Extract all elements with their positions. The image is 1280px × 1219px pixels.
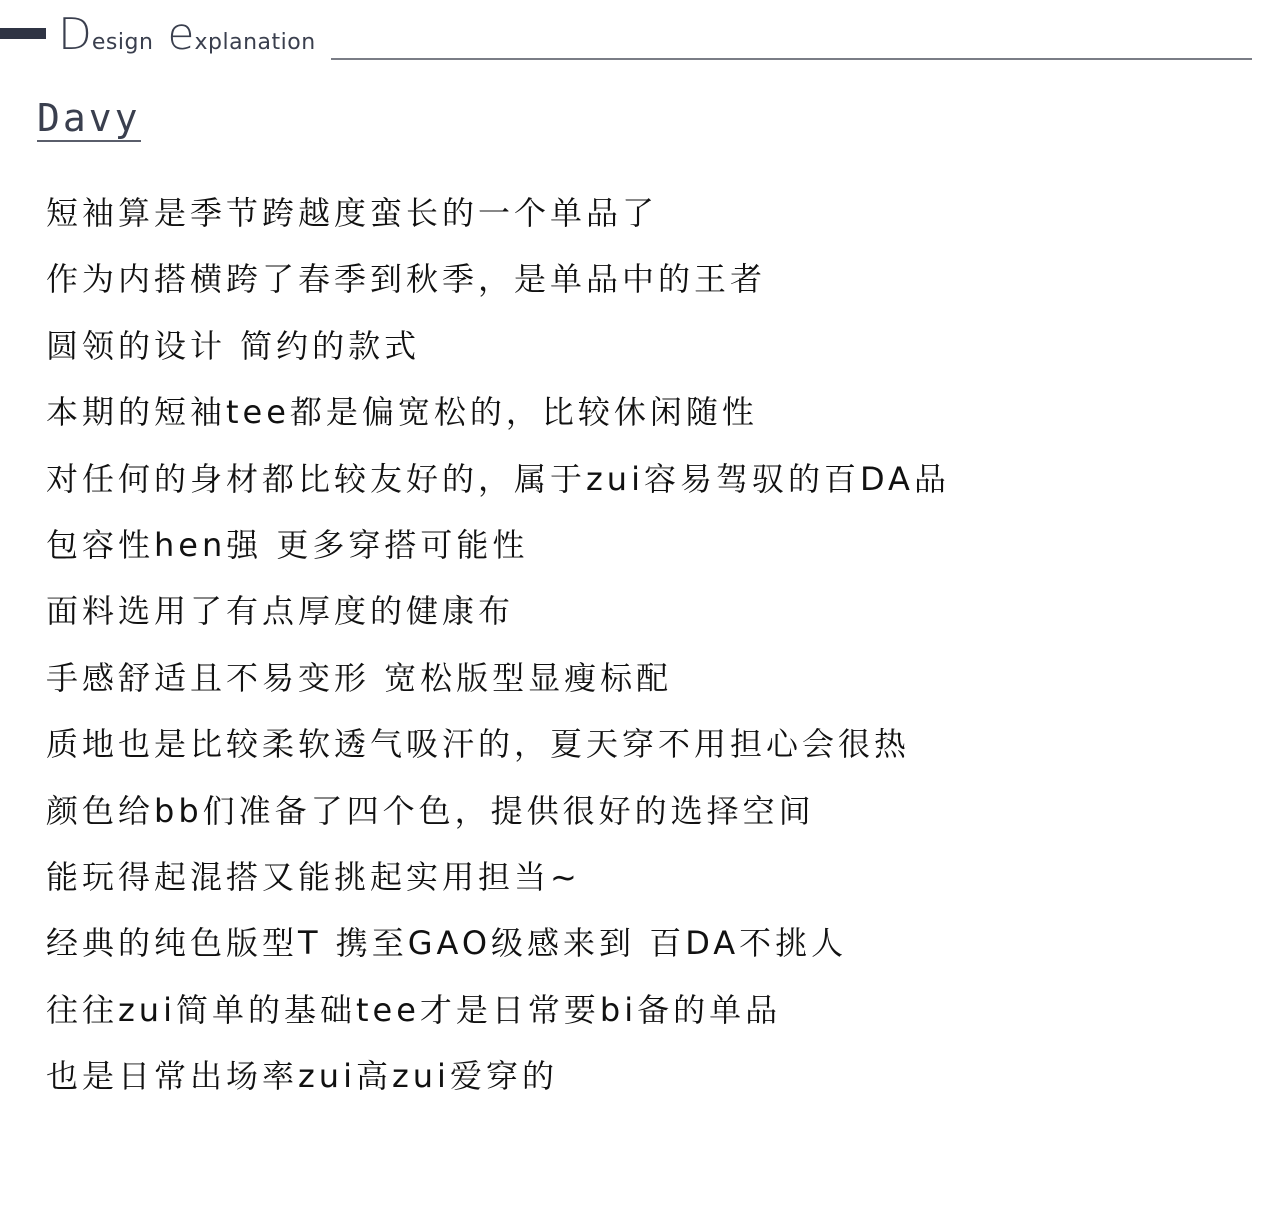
text-line: 颜色给bb们准备了四个色，提供很好的选择空间 <box>46 791 815 830</box>
text-line: 往往zui简单的基础tee才是日常要bi备的单品 <box>46 990 782 1029</box>
title-word-explanation-rest: xplanation <box>194 30 316 55</box>
title-word-design-rest: esign <box>91 30 154 55</box>
text-line: 能玩得起混搭又能挑起实用担当~ <box>46 857 581 896</box>
header-divider <box>331 58 1252 60</box>
title-initial-e: e <box>167 9 195 60</box>
text-line: 圆领的设计 简约的款式 <box>46 326 421 365</box>
header-accent-bar <box>0 28 46 39</box>
text-line: 包容性hen强 更多穿搭可能性 <box>46 525 529 564</box>
text-line: 作为内搭横跨了春季到秋季，是单品中的王者 <box>46 260 767 299</box>
text-line: 也是日常出场率zui高zui爱穿的 <box>46 1057 558 1096</box>
text-line: 本期的短袖tee都是偏宽松的，比较休闲随性 <box>46 393 758 432</box>
text-line: 质地也是比较柔软透气吸汗的，夏天穿不用担心会很热 <box>46 725 911 764</box>
author-name: Davy <box>37 96 141 140</box>
text-line: 手感舒适且不易变形 宽松版型显瘦标配 <box>46 658 673 697</box>
title-initial-d: D <box>58 9 92 60</box>
text-line: 对任何的身材都比较友好的，属于zui容易驾驭的百DA品 <box>46 459 950 498</box>
description-text <box>46 190 1246 1119</box>
text-line: 面料选用了有点厚度的健康布 <box>46 592 515 631</box>
text-line: 短袖算是季节跨越度蛮长的一个单品了 <box>46 194 659 232</box>
text-line: 经典的纯色版型T 携至GAO级感来到 百DA不挑人 <box>46 924 848 963</box>
section-title <box>58 10 316 60</box>
